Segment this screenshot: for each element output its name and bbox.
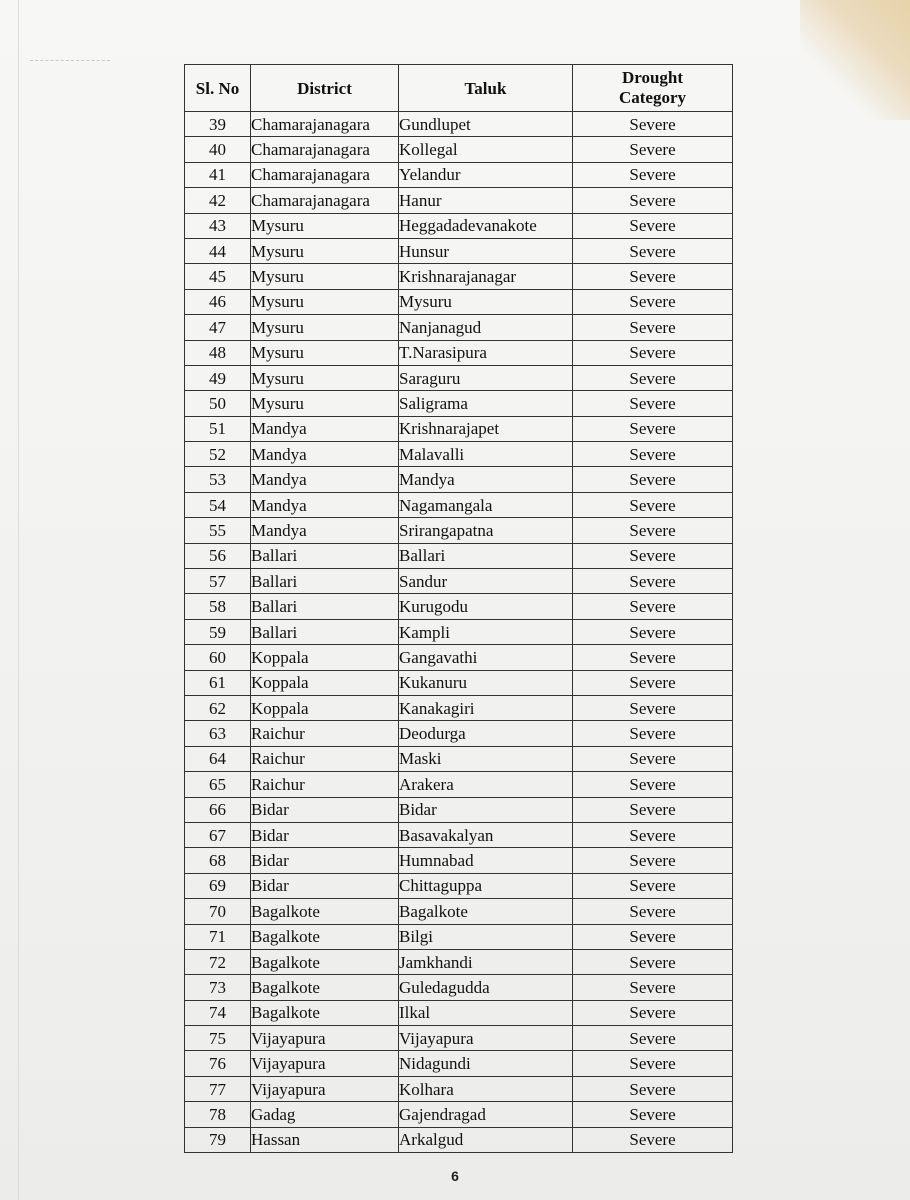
cell-sl-no: 54	[185, 492, 251, 517]
cell-sl-no: 71	[185, 924, 251, 949]
cell-district: Raichur	[251, 721, 399, 746]
cell-sl-no: 50	[185, 391, 251, 416]
cell-drought-category: Severe	[573, 289, 733, 314]
cell-district: Gadag	[251, 1102, 399, 1127]
cell-district: Chamarajanagara	[251, 162, 399, 187]
table-row	[185, 264, 733, 289]
table-row	[185, 442, 733, 467]
cell-taluk: Arkalgud	[399, 1127, 573, 1152]
cell-taluk: Gundlupet	[399, 112, 573, 137]
cell-drought-category: Severe	[573, 137, 733, 162]
cell-drought-category: Severe	[573, 213, 733, 238]
cell-sl-no: 56	[185, 543, 251, 568]
table-row	[185, 721, 733, 746]
cell-drought-category: Severe	[573, 264, 733, 289]
cell-drought-category: Severe	[573, 340, 733, 365]
cell-drought-category: Severe	[573, 162, 733, 187]
cell-district: Bidar	[251, 797, 399, 822]
cell-district: Bagalkote	[251, 975, 399, 1000]
table-row	[185, 594, 733, 619]
cell-drought-category: Severe	[573, 365, 733, 390]
table-row	[185, 645, 733, 670]
header-district: District	[251, 65, 399, 112]
table-row	[185, 467, 733, 492]
table-row	[185, 213, 733, 238]
cell-district: Vijayapura	[251, 1026, 399, 1051]
cell-sl-no: 62	[185, 695, 251, 720]
cell-taluk: Mysuru	[399, 289, 573, 314]
table-row	[185, 822, 733, 847]
cell-taluk: T.Narasipura	[399, 340, 573, 365]
cell-district: Koppala	[251, 645, 399, 670]
cell-district: Vijayapura	[251, 1051, 399, 1076]
table-row	[185, 949, 733, 974]
table-row	[185, 315, 733, 340]
table-row	[185, 772, 733, 797]
cell-taluk: Gajendragad	[399, 1102, 573, 1127]
cell-drought-category: Severe	[573, 188, 733, 213]
cell-district: Raichur	[251, 772, 399, 797]
cell-drought-category: Severe	[573, 391, 733, 416]
cell-district: Bagalkote	[251, 949, 399, 974]
cell-sl-no: 79	[185, 1127, 251, 1152]
cell-district: Ballari	[251, 569, 399, 594]
cell-sl-no: 74	[185, 1000, 251, 1025]
cell-sl-no: 66	[185, 797, 251, 822]
cell-drought-category: Severe	[573, 873, 733, 898]
cell-taluk: Guledagudda	[399, 975, 573, 1000]
cell-sl-no: 64	[185, 746, 251, 771]
cell-district: Mysuru	[251, 340, 399, 365]
cell-taluk: Ilkal	[399, 1000, 573, 1025]
cell-taluk: Chittaguppa	[399, 873, 573, 898]
cell-district: Chamarajanagara	[251, 137, 399, 162]
cell-drought-category: Severe	[573, 1026, 733, 1051]
cell-sl-no: 42	[185, 188, 251, 213]
cell-drought-category: Severe	[573, 518, 733, 543]
cell-sl-no: 76	[185, 1051, 251, 1076]
cell-district: Chamarajanagara	[251, 112, 399, 137]
cell-sl-no: 78	[185, 1102, 251, 1127]
cell-sl-no: 46	[185, 289, 251, 314]
cell-taluk: Hanur	[399, 188, 573, 213]
cell-district: Bidar	[251, 873, 399, 898]
cell-drought-category: Severe	[573, 1051, 733, 1076]
cell-taluk: Kolhara	[399, 1076, 573, 1101]
cell-sl-no: 47	[185, 315, 251, 340]
page-edge-line	[18, 0, 19, 1200]
cell-drought-category: Severe	[573, 670, 733, 695]
cell-taluk: Maski	[399, 746, 573, 771]
cell-taluk: Srirangapatna	[399, 518, 573, 543]
cell-taluk: Yelandur	[399, 162, 573, 187]
cell-taluk: Krishnarajanagar	[399, 264, 573, 289]
table-row	[185, 112, 733, 137]
cell-sl-no: 51	[185, 416, 251, 441]
cell-drought-category: Severe	[573, 619, 733, 644]
cell-drought-category: Severe	[573, 645, 733, 670]
cell-district: Mysuru	[251, 264, 399, 289]
cell-taluk: Mandya	[399, 467, 573, 492]
cell-taluk: Nagamangala	[399, 492, 573, 517]
table-row	[185, 391, 733, 416]
cell-district: Mandya	[251, 518, 399, 543]
table-row	[185, 1026, 733, 1051]
table-header-row	[185, 65, 733, 112]
cell-district: Mysuru	[251, 238, 399, 263]
cell-district: Mysuru	[251, 391, 399, 416]
cell-district: Mandya	[251, 467, 399, 492]
cell-district: Mysuru	[251, 213, 399, 238]
cell-district: Mandya	[251, 492, 399, 517]
header-sl-no: Sl. No	[185, 65, 251, 112]
cell-district: Mandya	[251, 416, 399, 441]
cell-sl-no: 58	[185, 594, 251, 619]
cell-sl-no: 73	[185, 975, 251, 1000]
cell-taluk: Heggadadevanakote	[399, 213, 573, 238]
cell-sl-no: 69	[185, 873, 251, 898]
cell-district: Bagalkote	[251, 899, 399, 924]
cell-sl-no: 40	[185, 137, 251, 162]
cell-sl-no: 57	[185, 569, 251, 594]
header-category-line2: Category	[618, 88, 687, 107]
cell-sl-no: 70	[185, 899, 251, 924]
cell-taluk: Arakera	[399, 772, 573, 797]
cell-district: Hassan	[251, 1127, 399, 1152]
header-taluk: Taluk	[399, 65, 573, 112]
cell-sl-no: 59	[185, 619, 251, 644]
table-row	[185, 924, 733, 949]
cell-sl-no: 48	[185, 340, 251, 365]
cell-sl-no: 45	[185, 264, 251, 289]
cell-drought-category: Severe	[573, 442, 733, 467]
cell-sl-no: 53	[185, 467, 251, 492]
cell-drought-category: Severe	[573, 975, 733, 1000]
cell-drought-category: Severe	[573, 949, 733, 974]
cell-sl-no: 49	[185, 365, 251, 390]
cell-drought-category: Severe	[573, 721, 733, 746]
cell-sl-no: 41	[185, 162, 251, 187]
cell-drought-category: Severe	[573, 746, 733, 771]
table-row	[185, 670, 733, 695]
cell-taluk: Nanjanagud	[399, 315, 573, 340]
cell-taluk: Kurugodu	[399, 594, 573, 619]
cell-taluk: Kollegal	[399, 137, 573, 162]
cell-sl-no: 43	[185, 213, 251, 238]
cell-district: Vijayapura	[251, 1076, 399, 1101]
cell-district: Mysuru	[251, 289, 399, 314]
cell-drought-category: Severe	[573, 112, 733, 137]
cell-sl-no: 67	[185, 822, 251, 847]
cell-taluk: Kanakagiri	[399, 695, 573, 720]
cell-taluk: Gangavathi	[399, 645, 573, 670]
table-row	[185, 975, 733, 1000]
cell-district: Mandya	[251, 442, 399, 467]
cell-sl-no: 44	[185, 238, 251, 263]
cell-taluk: Humnabad	[399, 848, 573, 873]
table-row	[185, 1000, 733, 1025]
cell-taluk: Saligrama	[399, 391, 573, 416]
cell-sl-no: 65	[185, 772, 251, 797]
cell-drought-category: Severe	[573, 569, 733, 594]
cell-drought-category: Severe	[573, 238, 733, 263]
cell-drought-category: Severe	[573, 695, 733, 720]
cell-district: Raichur	[251, 746, 399, 771]
cell-drought-category: Severe	[573, 467, 733, 492]
cell-taluk: Deodurga	[399, 721, 573, 746]
table-row	[185, 137, 733, 162]
header-drought-category	[573, 65, 733, 112]
table-row	[185, 873, 733, 898]
cell-district: Koppala	[251, 670, 399, 695]
cell-drought-category: Severe	[573, 315, 733, 340]
table-row	[185, 518, 733, 543]
table-row	[185, 1127, 733, 1152]
cell-drought-category: Severe	[573, 899, 733, 924]
cell-drought-category: Severe	[573, 822, 733, 847]
cell-district: Ballari	[251, 543, 399, 568]
cell-district: Bidar	[251, 822, 399, 847]
cell-taluk: Saraguru	[399, 365, 573, 390]
cell-drought-category: Severe	[573, 543, 733, 568]
cell-sl-no: 68	[185, 848, 251, 873]
cell-sl-no: 52	[185, 442, 251, 467]
table-body	[185, 112, 733, 1153]
cell-sl-no: 55	[185, 518, 251, 543]
faint-scan-mark	[30, 60, 110, 62]
table-row	[185, 416, 733, 441]
table-row	[185, 1076, 733, 1101]
cell-drought-category: Severe	[573, 492, 733, 517]
cell-taluk: Krishnarajapet	[399, 416, 573, 441]
cell-taluk: Sandur	[399, 569, 573, 594]
cell-district: Ballari	[251, 619, 399, 644]
table-row	[185, 1102, 733, 1127]
table-row	[185, 492, 733, 517]
page-corner-fold	[800, 0, 910, 120]
cell-district: Chamarajanagara	[251, 188, 399, 213]
table-row	[185, 848, 733, 873]
header-category-line1: Drought	[621, 68, 684, 87]
cell-district: Koppala	[251, 695, 399, 720]
cell-drought-category: Severe	[573, 1127, 733, 1152]
cell-taluk: Kampli	[399, 619, 573, 644]
cell-sl-no: 60	[185, 645, 251, 670]
table-row	[185, 162, 733, 187]
table-row	[185, 899, 733, 924]
cell-sl-no: 39	[185, 112, 251, 137]
cell-district: Mysuru	[251, 315, 399, 340]
cell-drought-category: Severe	[573, 924, 733, 949]
table-row	[185, 569, 733, 594]
cell-drought-category: Severe	[573, 1102, 733, 1127]
cell-taluk: Jamkhandi	[399, 949, 573, 974]
table-row	[185, 746, 733, 771]
table-row	[185, 238, 733, 263]
page-number: 6	[451, 1168, 459, 1184]
cell-taluk: Vijayapura	[399, 1026, 573, 1051]
cell-sl-no: 77	[185, 1076, 251, 1101]
cell-drought-category: Severe	[573, 1076, 733, 1101]
cell-drought-category: Severe	[573, 416, 733, 441]
drought-table	[184, 64, 733, 1153]
cell-drought-category: Severe	[573, 594, 733, 619]
cell-drought-category: Severe	[573, 797, 733, 822]
cell-sl-no: 63	[185, 721, 251, 746]
cell-district: Ballari	[251, 594, 399, 619]
table-row	[185, 188, 733, 213]
table-row	[185, 340, 733, 365]
cell-taluk: Kukanuru	[399, 670, 573, 695]
cell-district: Bagalkote	[251, 924, 399, 949]
cell-sl-no: 61	[185, 670, 251, 695]
cell-taluk: Basavakalyan	[399, 822, 573, 847]
cell-drought-category: Severe	[573, 848, 733, 873]
table-row	[185, 543, 733, 568]
cell-taluk: Ballari	[399, 543, 573, 568]
table-row	[185, 1051, 733, 1076]
cell-taluk: Malavalli	[399, 442, 573, 467]
table-row	[185, 289, 733, 314]
cell-taluk: Nidagundi	[399, 1051, 573, 1076]
table-row	[185, 619, 733, 644]
cell-sl-no: 75	[185, 1026, 251, 1051]
cell-taluk: Bagalkote	[399, 899, 573, 924]
cell-district: Bagalkote	[251, 1000, 399, 1025]
cell-taluk: Bilgi	[399, 924, 573, 949]
cell-district: Bidar	[251, 848, 399, 873]
table-row	[185, 695, 733, 720]
table-row	[185, 365, 733, 390]
table-row	[185, 797, 733, 822]
cell-taluk: Bidar	[399, 797, 573, 822]
cell-district: Mysuru	[251, 365, 399, 390]
cell-taluk: Hunsur	[399, 238, 573, 263]
cell-drought-category: Severe	[573, 772, 733, 797]
cell-drought-category: Severe	[573, 1000, 733, 1025]
cell-sl-no: 72	[185, 949, 251, 974]
